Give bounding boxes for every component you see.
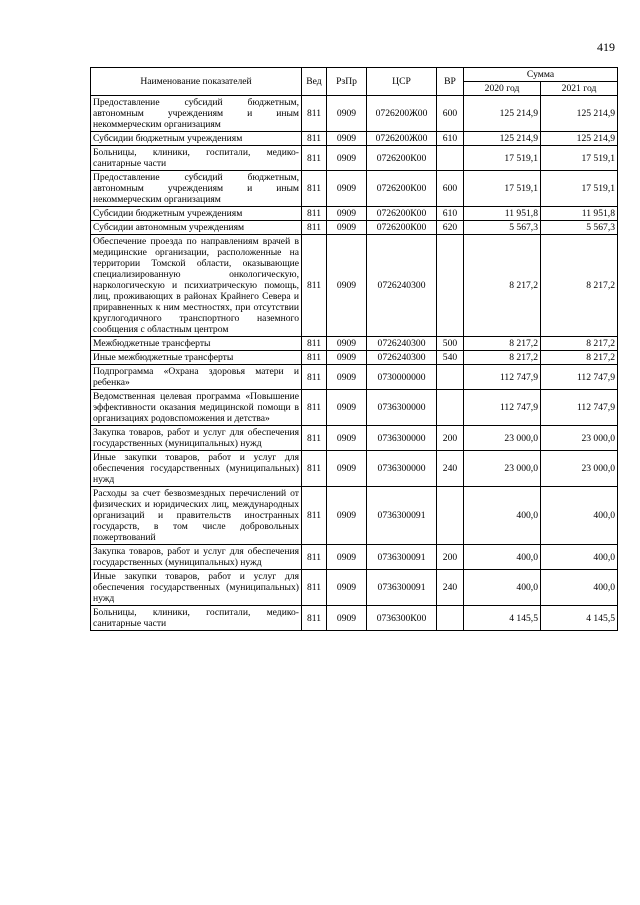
table-body xyxy=(91,96,618,631)
cell-rzpr: 0909 xyxy=(327,132,367,146)
cell-vr: 500 xyxy=(437,337,464,351)
cell-ved: 811 xyxy=(302,390,327,426)
cell-y2020: 112 747,9 xyxy=(464,365,541,390)
cell-y2021: 17 519,1 xyxy=(541,171,618,207)
cell-vr: 600 xyxy=(437,171,464,207)
cell-y2020: 5 567,3 xyxy=(464,221,541,235)
table-row xyxy=(91,351,618,365)
table-row xyxy=(91,132,618,146)
cell-csr: 0736300000 xyxy=(367,451,437,487)
cell-y2020: 8 217,2 xyxy=(464,351,541,365)
cell-csr: 0726240300 xyxy=(367,235,437,337)
header-name: Наименование показателей xyxy=(91,68,302,96)
cell-rzpr: 0909 xyxy=(327,570,367,606)
cell-csr: 0736300091 xyxy=(367,545,437,570)
cell-vr: 540 xyxy=(437,351,464,365)
cell-rzpr: 0909 xyxy=(327,235,367,337)
table-row xyxy=(91,390,618,426)
header-2020: 2020 год xyxy=(464,82,541,96)
cell-ved: 811 xyxy=(302,487,327,545)
cell-y2021: 112 747,9 xyxy=(541,365,618,390)
cell-y2020: 11 951,8 xyxy=(464,207,541,221)
cell-rzpr: 0909 xyxy=(327,390,367,426)
cell-name: Закупка товаров, работ и услуг для обеспечения государственных (муниципальных) нужд xyxy=(91,545,302,570)
cell-y2020: 23 000,0 xyxy=(464,451,541,487)
cell-ved: 811 xyxy=(302,171,327,207)
cell-y2021: 23 000,0 xyxy=(541,451,618,487)
cell-y2020: 125 214,9 xyxy=(464,132,541,146)
cell-rzpr: 0909 xyxy=(327,487,367,545)
header-csr: ЦСР xyxy=(367,68,437,96)
cell-csr: 0726200Ж00 xyxy=(367,132,437,146)
cell-csr: 0726200К00 xyxy=(367,146,437,171)
cell-name: Межбюджетные трансферты xyxy=(91,337,302,351)
table-row xyxy=(91,570,618,606)
cell-ved: 811 xyxy=(302,365,327,390)
table-row xyxy=(91,365,618,390)
cell-rzpr: 0909 xyxy=(327,606,367,631)
cell-csr: 0736300091 xyxy=(367,487,437,545)
cell-y2020: 8 217,2 xyxy=(464,337,541,351)
header-2021: 2021 год xyxy=(541,82,618,96)
cell-ved: 811 xyxy=(302,606,327,631)
cell-name: Предоставление субсидий бюджетным, автономным учреждениям и иным некоммерческим организациям xyxy=(91,171,302,207)
cell-y2021: 112 747,9 xyxy=(541,390,618,426)
cell-vr: 240 xyxy=(437,570,464,606)
cell-y2021: 125 214,9 xyxy=(541,96,618,132)
cell-csr: 0736300000 xyxy=(367,390,437,426)
cell-csr: 0736300091 xyxy=(367,570,437,606)
cell-name: Обеспечение проезда по направлениям врачей в медицинские организации, расположенные на территории Томской области, оказывающие специализированную онкологическую, наркологическую и психиатрическую помощь, лиц, проживающих в районах Крайнего Севера и приравненных к ним местностях, при отсутствии круглогодичного транспортного наземного сообщения с областным центром xyxy=(91,235,302,337)
cell-y2020: 17 519,1 xyxy=(464,146,541,171)
cell-vr: 620 xyxy=(437,221,464,235)
cell-vr: 610 xyxy=(437,132,464,146)
cell-vr xyxy=(437,235,464,337)
cell-y2020: 125 214,9 xyxy=(464,96,541,132)
table-row xyxy=(91,337,618,351)
cell-rzpr: 0909 xyxy=(327,207,367,221)
cell-name: Ведомственная целевая программа «Повышение эффективности оказания медицинской помощи в организациях родовспоможения и детства» xyxy=(91,390,302,426)
cell-rzpr: 0909 xyxy=(327,171,367,207)
cell-csr: 0736300000 xyxy=(367,426,437,451)
cell-y2020: 4 145,5 xyxy=(464,606,541,631)
cell-y2020: 400,0 xyxy=(464,487,541,545)
cell-vr: 610 xyxy=(437,207,464,221)
cell-rzpr: 0909 xyxy=(327,146,367,171)
cell-y2021: 23 000,0 xyxy=(541,426,618,451)
cell-rzpr: 0909 xyxy=(327,96,367,132)
cell-rzpr: 0909 xyxy=(327,545,367,570)
cell-ved: 811 xyxy=(302,235,327,337)
cell-rzpr: 0909 xyxy=(327,365,367,390)
cell-y2021: 5 567,3 xyxy=(541,221,618,235)
cell-y2021: 8 217,2 xyxy=(541,337,618,351)
cell-rzpr: 0909 xyxy=(327,337,367,351)
cell-csr: 0726240300 xyxy=(367,351,437,365)
cell-ved: 811 xyxy=(302,221,327,235)
cell-csr: 0736300К00 xyxy=(367,606,437,631)
cell-ved: 811 xyxy=(302,146,327,171)
cell-y2020: 23 000,0 xyxy=(464,426,541,451)
cell-ved: 811 xyxy=(302,426,327,451)
cell-y2021: 17 519,1 xyxy=(541,146,618,171)
cell-ved: 811 xyxy=(302,132,327,146)
budget-table xyxy=(90,67,618,631)
cell-y2020: 8 217,2 xyxy=(464,235,541,337)
cell-ved: 811 xyxy=(302,545,327,570)
cell-vr: 600 xyxy=(437,96,464,132)
cell-y2020: 400,0 xyxy=(464,570,541,606)
table-row xyxy=(91,207,618,221)
cell-ved: 811 xyxy=(302,337,327,351)
header-vr: ВР xyxy=(437,68,464,96)
cell-y2020: 400,0 xyxy=(464,545,541,570)
cell-name: Субсидии автономным учреждениям xyxy=(91,221,302,235)
cell-rzpr: 0909 xyxy=(327,221,367,235)
cell-vr xyxy=(437,606,464,631)
cell-csr: 0730000000 xyxy=(367,365,437,390)
cell-rzpr: 0909 xyxy=(327,451,367,487)
cell-rzpr: 0909 xyxy=(327,426,367,451)
cell-name: Иные закупки товаров, работ и услуг для обеспечения государственных (муниципальных) нужд xyxy=(91,570,302,606)
cell-y2021: 125 214,9 xyxy=(541,132,618,146)
table-row xyxy=(91,451,618,487)
cell-y2021: 400,0 xyxy=(541,545,618,570)
cell-name: Иные закупки товаров, работ и услуг для обеспечения государственных (муниципальных) нужд xyxy=(91,451,302,487)
cell-y2021: 400,0 xyxy=(541,487,618,545)
table-row xyxy=(91,221,618,235)
cell-y2020: 17 519,1 xyxy=(464,171,541,207)
page-number: 419 xyxy=(597,40,615,54)
cell-name: Иные межбюджетные трансферты xyxy=(91,351,302,365)
table-row xyxy=(91,606,618,631)
cell-csr: 0726200К00 xyxy=(367,171,437,207)
cell-y2021: 8 217,2 xyxy=(541,351,618,365)
cell-csr: 0726240300 xyxy=(367,337,437,351)
cell-vr: 200 xyxy=(437,545,464,570)
table-row xyxy=(91,545,618,570)
table-row xyxy=(91,426,618,451)
cell-ved: 811 xyxy=(302,451,327,487)
cell-csr: 0726200Ж00 xyxy=(367,96,437,132)
cell-name: Субсидии бюджетным учреждениям xyxy=(91,132,302,146)
cell-y2021: 11 951,8 xyxy=(541,207,618,221)
cell-name: Закупка товаров, работ и услуг для обеспечения государственных (муниципальных) нужд xyxy=(91,426,302,451)
table-row xyxy=(91,171,618,207)
cell-name: Больницы, клиники, госпитали, медико-санитарные части xyxy=(91,146,302,171)
cell-name: Субсидии бюджетным учреждениям xyxy=(91,207,302,221)
table-row xyxy=(91,96,618,132)
cell-name: Расходы за счет безвозмездных перечислений от физических и юридических лиц, международных организаций и правительств иностранных государств, в том числе добровольных пожертвований xyxy=(91,487,302,545)
cell-csr: 0726200К00 xyxy=(367,207,437,221)
cell-y2021: 400,0 xyxy=(541,570,618,606)
cell-ved: 811 xyxy=(302,351,327,365)
table-row xyxy=(91,235,618,337)
table-row xyxy=(91,487,618,545)
header-sum: Сумма xyxy=(464,68,618,82)
cell-name: Предоставление субсидий бюджетным, автономным учреждениям и иным некоммерческим организациям xyxy=(91,96,302,132)
table-row xyxy=(91,146,618,171)
cell-vr xyxy=(437,146,464,171)
cell-csr: 0726200К00 xyxy=(367,221,437,235)
cell-vr xyxy=(437,390,464,426)
header-rzpr: РзПр xyxy=(327,68,367,96)
cell-ved: 811 xyxy=(302,96,327,132)
cell-rzpr: 0909 xyxy=(327,351,367,365)
cell-vr: 200 xyxy=(437,426,464,451)
cell-ved: 811 xyxy=(302,570,327,606)
cell-ved: 811 xyxy=(302,207,327,221)
cell-name: Больницы, клиники, госпитали, медико-санитарные части xyxy=(91,606,302,631)
cell-vr xyxy=(437,487,464,545)
cell-y2021: 8 217,2 xyxy=(541,235,618,337)
cell-y2021: 4 145,5 xyxy=(541,606,618,631)
cell-y2020: 112 747,9 xyxy=(464,390,541,426)
cell-vr: 240 xyxy=(437,451,464,487)
header-ved: Вед xyxy=(302,68,327,96)
cell-name: Подпрограмма «Охрана здоровья матери и ребенка» xyxy=(91,365,302,390)
cell-vr xyxy=(437,365,464,390)
header-row xyxy=(91,68,618,82)
